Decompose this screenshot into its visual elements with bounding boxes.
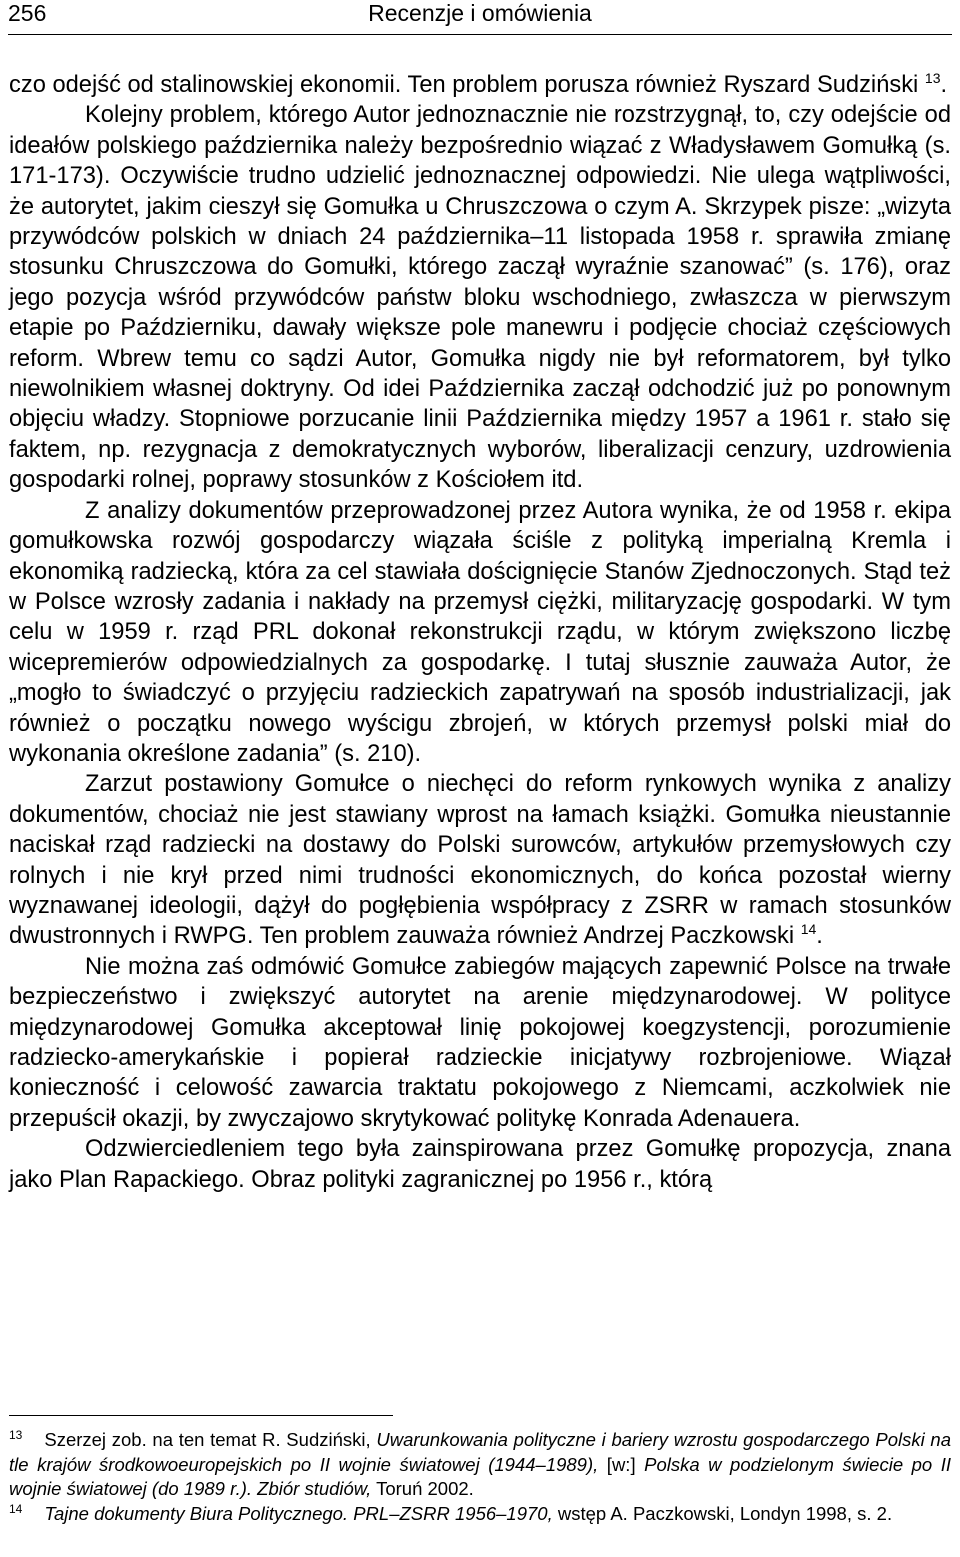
- paragraph-4: Zarzut postawiony Gomułce o niechęci do reform rynkowych wynika z analizy dokumentów, chociaż nie jest stawiany wprost na łamach książki. Gomułka nieustannie naciskał rząd radziecki na dostawy do Polski surowców, artykułów przemysłowych czy rolnych i nie krył przed nimi trudności ekonomicznych, do końca pozostał wierny wyznawanej ideologii, dążył do pogłębienia współpracy z ZSRR w ramach stosunków dwustronnych i RWPG. Ten problem zauważa również Andrzej Paczkowski $^{14}$.: [9, 771, 951, 950]
- footnote-ref-13[interactable]: 13: [924, 70, 941, 87]
- page-header: [8, 0, 952, 35]
- footnote-divider: [9, 1415, 393, 1416]
- footnote-13: $^{13}$ Szerzej zob. na ten temat R. Sudziński, Uwarunkowania polityczne i bariery wzrostu gospodarczego Polski na tle krajów środkowoeuropejskich po II wojnie światowej (1944–1989), [w:] Polska w podzielonym świecie po II wojnie światowej (do 1989 r.). Zbiór studiów, Toruń 2002.: [9, 1427, 952, 1499]
- footnote-number: 14: [9, 1501, 23, 1516]
- footnote-14: $^{14}$ Tajne dokumenty Biura Politycznego. PRL–ZSRR 1956–1970, wstęp A. Paczkowski, Londyn 1998, s. 2.: [9, 1501, 893, 1524]
- footnotes: [9, 1428, 951, 1526]
- footnote-number: 13: [9, 1427, 23, 1442]
- main-text: [9, 70, 951, 1195]
- paragraph-1: czo odejść od stalinowskiej ekonomii. Ten problem porusza również Ryszard Sudziński $^{13}$.: [9, 70, 948, 98]
- paragraph-5: Nie można zaś odmówić Gomułce zabiegów mających zapewnić Polsce na trwałe bezpieczeństwo i zwiększyć autorytet na arenie międzynarodowej. W polityce międzynarodowej Gomułka akceptował linię pokojowej koegzystencji, porozumienie radziecko-amerykańskie i popierał radzieckie inicjatywy rozbrojeniowe. Wiązał konieczność i celowość zawarcia traktatu pokojowego z Niemcami, aczkolwiek nie przepuścił okazji, by zwyczajowo skrytykować politykę Konrada Adenauera.: [9, 953, 951, 1132]
- paragraph-2: Kolejny problem, którego Autor jednoznacznie nie rozstrzygnął, to, czy odejście od ideałów polskiego października należy bezpośrednio wiązać z Władysławem Gomułką (s. 171-173). Oczywiście trudno udzielić jednoznacznej odpowiedzi. Nie ulega wątpliwości, że autorytet, jakim cieszył się Gomułka u Chruszczowa o czym A. Skrzypek pisze: „wizyta przywódców polskich w dniach 24 października–11 listopada 1958 r. sprawiła zmianę stosunku Chruszczowa do Gomułki, którego zaczął wyraźnie szanować” (s. 176), oraz jego pozycja wśród przywódców państw bloku wschodniego, zwłaszcza w pierwszym etapie po Październiku, dawały większe pole manewru i podjęcie chociaż częściowych reform. Wbrew temu co sądzi Autor, Gomułka nigdy nie był reformatorem, był tylko niewolnikiem własnej doktryny. Od idei Października zaczął odchodzić już po ponownym objęciu władzy. Stopniowe porzucanie linii Października między 1957 a 1961 r. stało się faktem, np. rezygnacja z demokratycznych wyborów, liberalizacji cenzury, uzdrowienia gospodarki rolnej, poprawy stosunków z Kościołem itd.: [9, 102, 951, 494]
- paragraph-3: Z analizy dokumentów przeprowadzonej przez Autora wynika, że od 1958 r. ekipa gomułkowska rozwój gospodarczy wiązała ściśle z polityką imperialną Kremla i ekonomiką radziecką, która za cel stawiała doścignięcie Stanów Zjednoczonych. Stąd też w Polsce wzrosły zadania i nakłady na przemysł ciężki, militaryzację gospodarki. W tym celu w 1959 r. rząd PRL dokonał rekonstrukcji rządu, w którym zwiększono liczbę wicepremierów odpowiedzialnych za gospodarkę. I tutaj słusznie zauważa Autor, że „mogło to świadczyć o przyjęciu radzieckich zapatrywań na sposób industrializacji, jak również o początku nowego wyścigu zbrojeń, w których przemysł polski miał do wykonania określone zadania” (s. 210).: [9, 497, 951, 767]
- page-number: 256: [8, 0, 47, 26]
- footnote-ref-14[interactable]: 14: [800, 921, 817, 938]
- paragraph-6: Odzwierciedleniem tego była zainspirowana przez Gomułkę propozycja, znana jako Plan Rapackiego. Obraz polityki zagranicznej po 1956 r., którą: [9, 1136, 951, 1193]
- running-title: Recenzje i omówienia: [368, 0, 592, 26]
